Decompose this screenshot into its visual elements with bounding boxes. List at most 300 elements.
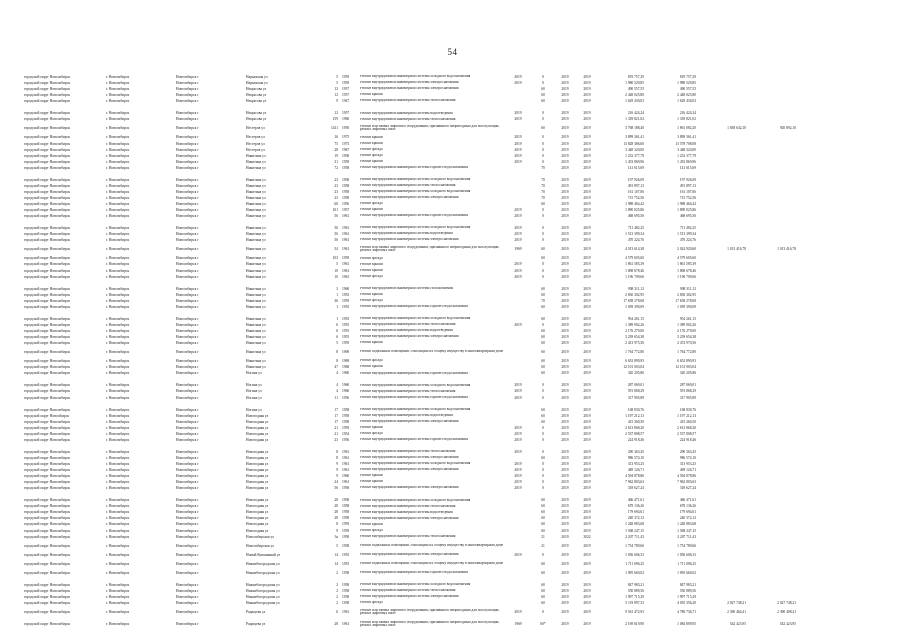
table-cell-c4: Никитина ул bbox=[246, 365, 266, 370]
table-cell-c11: 2019 bbox=[583, 582, 591, 587]
table-cell-c2: г. Новосибирск bbox=[106, 81, 130, 86]
table-cell-c5: 23 bbox=[334, 437, 338, 442]
table-cell-c6: 1961 bbox=[342, 274, 350, 279]
table-cell-c11: 2019 bbox=[583, 589, 591, 593]
table-cell-c10: 2019 bbox=[561, 226, 569, 231]
table-cell-c13: 1 629 430,03 bbox=[677, 99, 696, 104]
table-cell-c1: городской округ Новосибирск bbox=[24, 610, 71, 615]
table-cell-c5: 54 bbox=[334, 247, 338, 252]
table-cell-c12: 1 861 585,39 bbox=[625, 262, 644, 267]
table-cell-c5: 3а bbox=[334, 534, 338, 539]
table-cell-c7: Ремонт подвальных помещений, относящихся к общему имуществу в многоквартирном доме bbox=[360, 350, 504, 354]
table-cell-c3: Новосибирск г bbox=[176, 474, 199, 479]
table-cell-c6: 1955 bbox=[342, 328, 350, 333]
table-cell-c2: г. Новосибирск bbox=[106, 177, 130, 182]
table-cell-c2: г. Новосибирск bbox=[106, 322, 130, 327]
table-cell-c5: 16 bbox=[334, 135, 338, 140]
table-cell-c11: 2019 bbox=[583, 449, 591, 454]
table-cell-c2: г. Новосибирск bbox=[106, 183, 130, 188]
table-cell-c6: 1958 bbox=[342, 177, 350, 182]
table-cell-c9: 0 bbox=[542, 232, 544, 237]
table-cell-c2: г. Новосибирск bbox=[106, 117, 130, 122]
table-cell-c10: 2019 bbox=[561, 238, 569, 243]
table-cell-c4: Нарымская ул bbox=[246, 81, 268, 86]
table-cell-c6: 1959 bbox=[342, 75, 350, 80]
table-cell-c4: Никитина ул bbox=[246, 177, 266, 182]
table-cell-c13: 715 752,56 bbox=[679, 195, 696, 200]
table-cell-c4: Ногина ул bbox=[246, 407, 262, 412]
table-cell-c1: городской округ Новосибирск bbox=[24, 165, 71, 170]
table-cell-c13: 4 780 736,71 bbox=[677, 610, 696, 615]
table-cell-c13: 1 513 399,34 bbox=[677, 232, 696, 237]
table-cell-c2: г. Новосибирск bbox=[106, 365, 130, 370]
table-cell-c6: 1975 bbox=[342, 135, 350, 140]
table-cell-c2: г. Новосибирск bbox=[106, 480, 130, 485]
table-cell-c12: 591 868,29 bbox=[627, 389, 644, 394]
table-cell-c11: 2019 bbox=[583, 232, 591, 237]
table-cell-c3: Новосибирск г bbox=[176, 262, 199, 267]
table-cell-c7: Ремонт внутридомовой инженерной системы горячего водоснабжения bbox=[360, 305, 468, 308]
table-cell-c8: 1969 bbox=[514, 247, 522, 252]
table-cell-c6: 1955 bbox=[342, 304, 350, 309]
table-cell-c5: 2 bbox=[336, 601, 338, 606]
table-cell-c9: 60 bbox=[541, 341, 545, 346]
table-cell-c13: 4 055 356,20 bbox=[677, 601, 696, 606]
table-cell-c12: 168 830,76 bbox=[627, 407, 644, 412]
table-cell-c3: Новосибирск г bbox=[176, 437, 199, 442]
table-cell-c6: 1958 bbox=[342, 189, 350, 194]
table-cell-c4: Нестеров ул bbox=[246, 126, 265, 131]
table-cell-c11: 2019 bbox=[583, 486, 591, 491]
table-cell-c2: г. Новосибирск bbox=[106, 371, 130, 376]
table-cell-c2: г. Новосибирск bbox=[106, 147, 130, 152]
table-cell-c6: 1958 bbox=[342, 153, 350, 158]
table-cell-c12: 711 482,25 bbox=[627, 226, 644, 231]
table-cell-c13: 1 095 660,02 bbox=[677, 570, 696, 575]
table-cell-c1: городской округ Новосибирск bbox=[24, 582, 71, 587]
table-cell-c11: 2019 bbox=[583, 292, 591, 297]
table-cell-c9: 0 bbox=[542, 552, 544, 557]
table-cell-c4: Никитина ул bbox=[246, 226, 266, 231]
table-cell-c6: 1959 bbox=[342, 298, 350, 303]
table-cell-c12: 197 926,09 bbox=[627, 177, 644, 182]
table-cell-c5: 12 bbox=[334, 93, 338, 98]
table-cell-c7: Ремонт фасада bbox=[360, 153, 383, 157]
table-cell-c10: 2019 bbox=[561, 486, 569, 491]
table-cell-c2: г. Новосибирск bbox=[106, 543, 130, 548]
table-cell-c3: Новосибирск г bbox=[176, 431, 199, 436]
table-cell-c7: Ремонт внутридомовой инженерной системы электроснабжения bbox=[360, 516, 459, 520]
table-cell-c2: г. Новосибирск bbox=[106, 226, 130, 231]
table-cell-c10: 2019 bbox=[561, 582, 569, 587]
table-cell-c12: 240 372,12 bbox=[627, 516, 644, 521]
table-cell-c6: 1957 bbox=[342, 87, 350, 92]
table-cell-c10: 2019 bbox=[561, 522, 569, 527]
table-cell-c12: 4 594 878,86 bbox=[625, 474, 644, 479]
table-cell-c4: Некрасова ул bbox=[246, 99, 267, 104]
table-cell-c7: Ремонт внутридомовой инженерной системы холодного водоснабжения bbox=[360, 462, 471, 466]
table-cell-c7: Ремонт внутридомовой инженерной системы холодного водоснабжения bbox=[360, 190, 471, 194]
table-cell-c6: 1960 bbox=[342, 389, 350, 394]
table-cell-c4: Новогодняя ул bbox=[246, 522, 269, 527]
table-cell-c1: городской округ Новосибирск bbox=[24, 238, 71, 243]
table-cell-c9: 0 bbox=[542, 610, 544, 615]
table-cell-c12: 1 196 709,66 bbox=[625, 274, 644, 279]
table-cell-c6: 1956 bbox=[342, 395, 350, 400]
table-cell-c5: 28 bbox=[334, 510, 338, 515]
table-cell-c2: г. Новосибирск bbox=[106, 437, 130, 442]
table-cell-c9: 60 bbox=[541, 202, 545, 206]
table-cell-c7: Ремонт внутридомовой инженерной системы теплоснабжения bbox=[360, 450, 456, 454]
table-cell-c4: Никитина ул bbox=[246, 247, 266, 252]
table-cell-c4: Нижнебогородская ул bbox=[246, 561, 280, 566]
table-cell-c7: Ремонт внутридомовой инженерной системы холодного водоснабжения bbox=[360, 178, 471, 182]
table-cell-c13: 290 363,45 bbox=[679, 449, 696, 454]
table-cell-c4: Нестеров ул bbox=[246, 135, 265, 140]
table-cell-c13: 678 136,26 bbox=[679, 504, 696, 509]
table-cell-c1: городской округ Новосибирск bbox=[24, 274, 71, 279]
table-cell-c3: Новосибирск г bbox=[176, 126, 199, 131]
table-cell-c7: Ремонт или замена лифтового оборудования, признанного непригодным для эксплуатации, ремонт лифтовых шахт bbox=[360, 620, 500, 628]
table-cell-c7: Ремонт фасада bbox=[360, 528, 383, 532]
table-cell-c7: Ремонт внутридомовой инженерной системы холодного водоснабжения bbox=[360, 383, 471, 387]
table-cell-c11: 2019 bbox=[583, 425, 591, 430]
table-cell-c13: 7 962 803,63 bbox=[677, 480, 696, 485]
table-cell-c7: Ремонт фасада bbox=[360, 359, 383, 363]
table-cell-c2: г. Новосибирск bbox=[106, 455, 130, 460]
table-cell-c12: 1 095 660,02 bbox=[625, 570, 644, 575]
table-cell-c12: 470 224,76 bbox=[627, 238, 644, 243]
table-cell-c15: 1 013 416,78 bbox=[777, 247, 796, 252]
table-cell-c1: городской округ Новосибирск bbox=[24, 389, 71, 394]
table-cell-c13: 240 372,12 bbox=[679, 516, 696, 521]
table-cell-c12: 847 983,21 bbox=[627, 582, 644, 587]
table-cell-c11: 2019 bbox=[583, 610, 591, 615]
table-cell-c12: 1 890 025,86 bbox=[625, 208, 644, 213]
table-cell-c9: 21 bbox=[541, 534, 545, 539]
table-cell-c5: 6 bbox=[336, 335, 338, 340]
table-cell-c13: 141 615,69 bbox=[679, 165, 696, 170]
table-cell-c6: 1969 bbox=[342, 359, 350, 364]
table-cell-c12: 2 169 619,90 bbox=[625, 622, 644, 627]
table-cell-c12: 318 627,24 bbox=[627, 486, 644, 491]
table-cell-c6: 1957 bbox=[342, 208, 350, 213]
table-cell-c5: 101 bbox=[332, 208, 338, 213]
table-cell-c4: Никитина ул bbox=[246, 159, 266, 164]
table-cell-c10: 2019 bbox=[561, 570, 569, 575]
table-cell-c11: 2019 bbox=[583, 462, 591, 467]
table-cell-c12: 224 918,46 bbox=[627, 437, 644, 442]
table-cell-c3: Новосибирск г bbox=[176, 232, 199, 237]
table-cell-c8: 2019 bbox=[514, 159, 522, 164]
table-cell-c5: 9 bbox=[336, 468, 338, 473]
table-cell-c8: 2019 bbox=[514, 437, 522, 442]
table-cell-c10: 2019 bbox=[561, 561, 569, 566]
table-cell-c2: г. Новосибирск bbox=[106, 232, 130, 237]
table-cell-c9: 0 bbox=[542, 395, 544, 400]
table-cell-c13: 179 694,61 bbox=[679, 510, 696, 515]
table-cell-c9: 0 bbox=[542, 262, 544, 267]
table-cell-c2: г. Новосибирск bbox=[106, 153, 130, 158]
table-cell-c1: городской округ Новосибирск bbox=[24, 195, 71, 200]
table-cell-c2: г. Новосибирск bbox=[106, 589, 130, 593]
table-cell-c4: Новогодняя ул bbox=[246, 468, 269, 473]
table-cell-c7: Ремонт внутридомовой инженерной системы теплоснабжения bbox=[360, 323, 456, 327]
table-cell-c7: Ремонт внутридомовой инженерной системы водоотведения bbox=[360, 329, 453, 333]
table-cell-c5: 4 bbox=[336, 389, 338, 394]
table-cell-c12: 4 579 605,60 bbox=[625, 256, 644, 261]
table-cell-c3: Новосибирск г bbox=[176, 371, 199, 376]
table-cell-c5: 31 bbox=[334, 159, 338, 164]
table-cell-c4: Ногина ул bbox=[246, 395, 262, 400]
table-cell-c8: 2019 bbox=[514, 462, 522, 467]
table-cell-c5: 9 bbox=[336, 528, 338, 533]
table-cell-c4: Никитина ул bbox=[246, 298, 266, 303]
table-cell-c3: Новосибирск г bbox=[176, 486, 199, 491]
table-cell-c10: 2019 bbox=[561, 87, 569, 92]
table-cell-c9: 0 bbox=[542, 322, 544, 327]
table-cell-c1: городской округ Новосибирск bbox=[24, 126, 71, 131]
table-cell-c10: 2019 bbox=[561, 256, 569, 261]
table-cell-c2: г. Новосибирск bbox=[106, 622, 130, 627]
table-cell-c2: г. Новосибирск bbox=[106, 335, 130, 340]
table-cell-c6: 1960 bbox=[342, 371, 350, 376]
table-cell-c10: 2019 bbox=[561, 93, 569, 98]
table-cell-c10: 2019 bbox=[561, 335, 569, 340]
table-cell-c6: 1960 bbox=[342, 383, 350, 388]
table-cell-c2: г. Новосибирск bbox=[106, 111, 130, 116]
table-cell-c13: 318 627,24 bbox=[679, 486, 696, 491]
table-cell-c10: 2019 bbox=[561, 286, 569, 291]
table-cell-c8: 1969 bbox=[514, 622, 522, 627]
table-cell-c13: 1 056 606,33 bbox=[677, 552, 696, 557]
table-cell-c3: Новосибирск г bbox=[176, 202, 199, 206]
table-cell-c11: 2019 bbox=[583, 153, 591, 158]
table-cell-c6: 1959 bbox=[342, 528, 350, 533]
table-cell-c10: 2019 bbox=[561, 316, 569, 321]
table-cell-c5: 6 bbox=[336, 610, 338, 615]
table-cell-c11: 2019 bbox=[583, 268, 591, 273]
table-cell-c10: 2019 bbox=[561, 516, 569, 521]
table-cell-c6: 1955 bbox=[342, 292, 350, 297]
table-cell-c12: 161 107,06 bbox=[627, 189, 644, 194]
table-cell-c5: 23 bbox=[334, 195, 338, 200]
table-cell-c9: 60 bbox=[541, 570, 545, 575]
table-cell-c8: 2019 bbox=[514, 214, 522, 219]
table-cell-c6: 1955 bbox=[342, 561, 350, 566]
table-cell-c2: г. Новосибирск bbox=[106, 413, 130, 418]
table-cell-c8: 2019 bbox=[514, 431, 522, 436]
table-cell-c1: городской округ Новосибирск bbox=[24, 480, 71, 485]
table-cell-c4: Новогодняя ул bbox=[246, 528, 269, 533]
table-cell-c4: Радищева ул bbox=[246, 610, 266, 615]
table-cell-c6: 1961 bbox=[342, 232, 350, 237]
table-cell-c1: городской округ Новосибирск bbox=[24, 359, 71, 364]
table-cell-c4: Ногина ул bbox=[246, 383, 262, 388]
table-cell-c2: г. Новосибирск bbox=[106, 268, 130, 273]
table-cell-c9: 0 bbox=[542, 153, 544, 158]
table-cell-c12: 1 980 529,85 bbox=[625, 81, 644, 86]
table-cell-c2: г. Новосибирск bbox=[106, 256, 130, 261]
table-cell-c9: 0 bbox=[542, 437, 544, 442]
table-cell-c4: Никитина ул bbox=[246, 238, 266, 243]
table-cell-c10: 2019 bbox=[561, 552, 569, 557]
table-cell-c11: 2019 bbox=[583, 147, 591, 152]
table-cell-c11: 2019 bbox=[583, 552, 591, 557]
table-cell-c11: 2019 bbox=[583, 226, 591, 231]
table-cell-c7: Ремонт фасада bbox=[360, 147, 383, 151]
table-cell-c7: Ремонт фасада bbox=[360, 256, 383, 260]
table-cell-c1: городской округ Новосибирск bbox=[24, 419, 71, 424]
table-cell-c2: г. Новосибирск bbox=[106, 474, 130, 479]
table-cell-c2: г. Новосибирск bbox=[106, 126, 130, 131]
table-cell-c9: 0 bbox=[542, 135, 544, 140]
table-cell-c1: городской округ Новосибирск bbox=[24, 528, 71, 533]
table-cell-c6: 1955 bbox=[342, 335, 350, 340]
table-cell-c13: 711 482,25 bbox=[679, 226, 696, 231]
table-cell-c5: 56 bbox=[334, 486, 338, 491]
table-cell-c13: 2 537 808,57 bbox=[677, 431, 696, 436]
table-cell-c3: Новосибирск г bbox=[176, 247, 199, 252]
table-cell-c7: Ремонт или замена лифтового оборудования, признанного непригодным для эксплуатации, ремонт лифтовых шахт bbox=[360, 124, 500, 132]
table-cell-c3: Новосибирск г bbox=[176, 195, 199, 200]
table-cell-c1: городской округ Новосибирск bbox=[24, 595, 71, 600]
table-cell-c7: Ремонт крыши bbox=[360, 365, 383, 369]
table-cell-c11: 2019 bbox=[583, 595, 591, 600]
table-cell-c9: 60 bbox=[541, 407, 545, 412]
table-cell-c11: 2019 bbox=[583, 328, 591, 333]
table-cell-c11: 2019 bbox=[583, 111, 591, 116]
table-cell-c13: 3 899 361,41 bbox=[677, 135, 696, 140]
table-cell-c4: Нестеров ул bbox=[246, 147, 265, 152]
table-cell-c7: Ремонт крыши bbox=[360, 341, 383, 345]
table-cell-c1: городской округ Новосибирск bbox=[24, 601, 71, 606]
table-cell-c11: 2022 bbox=[583, 534, 591, 539]
table-cell-c13: 12 101 003,04 bbox=[675, 365, 696, 370]
table-cell-c8: 2019 bbox=[514, 610, 522, 615]
table-cell-c11: 2019 bbox=[583, 262, 591, 267]
table-cell-c10: 2019 bbox=[561, 595, 569, 600]
table-cell-c9: 60 bbox=[541, 335, 545, 340]
table-cell-c5: 28 bbox=[334, 498, 338, 503]
table-cell-c4: Никитина ул bbox=[246, 202, 266, 206]
table-cell-c4: Новогодняя ул bbox=[246, 498, 269, 503]
table-cell-c13: 550 889,56 bbox=[679, 589, 696, 593]
table-cell-c3: Новосибирск г bbox=[176, 316, 199, 321]
table-cell-c13: 2 024 920,60 bbox=[677, 247, 696, 252]
table-cell-c10: 2019 bbox=[561, 232, 569, 237]
table-row bbox=[24, 606, 884, 618]
table-cell-c3: Новосибирск г bbox=[176, 292, 199, 297]
table-cell-c11: 2019 bbox=[583, 480, 591, 485]
table-cell-c9: 0 bbox=[542, 159, 544, 164]
table-cell-c11: 2019 bbox=[583, 81, 591, 86]
table-cell-c1: городской округ Новосибирск bbox=[24, 87, 71, 92]
table-cell-c2: г. Новосибирск bbox=[106, 202, 130, 206]
table-cell-c10: 2019 bbox=[561, 117, 569, 122]
table-cell-c5: 8 bbox=[336, 359, 338, 364]
table-cell-c5: 56 bbox=[334, 226, 338, 231]
table-cell-c1: городской округ Новосибирск bbox=[24, 322, 71, 327]
table-cell-c4: Нижнебогородская ул bbox=[246, 589, 280, 593]
table-cell-c12: 1 389 902,26 bbox=[625, 322, 644, 327]
table-cell-c10: 2019 bbox=[561, 395, 569, 400]
table-cell-c5: 2 bbox=[336, 570, 338, 575]
table-cell-c12: 317 905,89 bbox=[627, 395, 644, 400]
table-cell-c3: Новосибирск г bbox=[176, 111, 199, 116]
table-cell-c11: 2019 bbox=[583, 419, 591, 424]
table-cell-c3: Новосибирск г bbox=[176, 304, 199, 309]
table-cell-c3: Новосибирск г bbox=[176, 322, 199, 327]
table-cell-c10: 2019 bbox=[561, 455, 569, 460]
table-cell-c2: г. Новосибирск bbox=[106, 99, 130, 104]
table-cell-c12: 1 808 678,46 bbox=[625, 268, 644, 273]
table-cell-c13: 1 568 247,15 bbox=[677, 528, 696, 533]
table-cell-c1: городской округ Новосибирск bbox=[24, 189, 71, 194]
table-cell-c1: городской округ Новосибирск bbox=[24, 208, 71, 213]
table-cell-c5: 23 bbox=[334, 177, 338, 182]
table-cell-c8: 2019 bbox=[514, 238, 522, 243]
table-cell-c5: 2 bbox=[336, 582, 338, 587]
table-cell-c6: 1959 bbox=[342, 341, 350, 346]
table-cell-c6: 1958 bbox=[342, 165, 350, 170]
table-cell-c5: 2 bbox=[336, 589, 338, 593]
table-cell-c4: Никитина ул bbox=[246, 335, 266, 340]
table-cell-c10: 2019 bbox=[561, 610, 569, 615]
table-cell-c3: Новосибирск г bbox=[176, 359, 199, 364]
table-cell-c3: Новосибирск г bbox=[176, 341, 199, 346]
table-cell-c2: г. Новосибирск bbox=[106, 165, 130, 170]
table-cell-c11: 2019 bbox=[583, 516, 591, 521]
table-cell-c10: 2019 bbox=[561, 328, 569, 333]
table-cell-c1: городской округ Новосибирск bbox=[24, 504, 71, 509]
table-cell-c13: 1 339 821,02 bbox=[677, 117, 696, 122]
table-cell-c2: г. Новосибирск bbox=[106, 189, 130, 194]
table-cell-c1: городской округ Новосибирск bbox=[24, 371, 71, 376]
table-cell-c10: 2019 bbox=[561, 498, 569, 503]
register-table bbox=[24, 74, 884, 630]
table-cell-c5: 9 bbox=[336, 462, 338, 467]
table-cell-c4: Новогодняя ул bbox=[246, 504, 269, 509]
table-cell-c1: городской округ Новосибирск bbox=[24, 304, 71, 309]
table-cell-c7: Ремонт подвальных помещений, относящихся к общему имуществу в многоквартирном доме bbox=[360, 562, 504, 565]
table-cell-c5: 159 bbox=[332, 117, 338, 122]
table-cell-c11: 2019 bbox=[583, 189, 591, 194]
table-cell-c7: Ремонт внутридомовой инженерной системы горячего водоснабжения bbox=[360, 165, 468, 169]
table-cell-c4: Никитина ул bbox=[246, 214, 266, 219]
table-cell-c9: 60 bbox=[541, 455, 545, 460]
table-cell-c12: 17 658 278,68 bbox=[623, 298, 644, 303]
table-cell-c9: 70 bbox=[541, 183, 545, 188]
table-cell-c4: Никитина ул bbox=[246, 153, 266, 158]
table-cell-c9: 60 bbox=[541, 510, 545, 515]
table-cell-c6: 1961 bbox=[342, 462, 350, 467]
table-cell-c5: 28 bbox=[334, 147, 338, 152]
table-cell-c7: Ремонт внутридомовой инженерной системы горячего водоснабжения bbox=[360, 395, 468, 399]
table-cell-c2: г. Новосибирск bbox=[106, 359, 130, 364]
table-cell-c6: 1958 bbox=[342, 570, 350, 575]
table-cell-c7: Ремонт крыши bbox=[360, 93, 383, 97]
table-cell-c8: 2019 bbox=[514, 81, 522, 86]
table-cell-c1: городской округ Новосибирск bbox=[24, 141, 71, 146]
table-cell-c12: 9 561 472,93 bbox=[625, 610, 644, 615]
table-cell-c8: 2019 bbox=[514, 449, 522, 454]
table-cell-c3: Новосибирск г bbox=[176, 268, 199, 273]
table-cell-c7: Ремонт внутридомовой инженерной системы электроснабжения bbox=[360, 81, 459, 85]
table-cell-c10: 2019 bbox=[561, 371, 569, 376]
table-cell-c1: городской округ Новосибирск bbox=[24, 335, 71, 340]
table-cell-c12: 1 711 096,25 bbox=[625, 561, 644, 566]
